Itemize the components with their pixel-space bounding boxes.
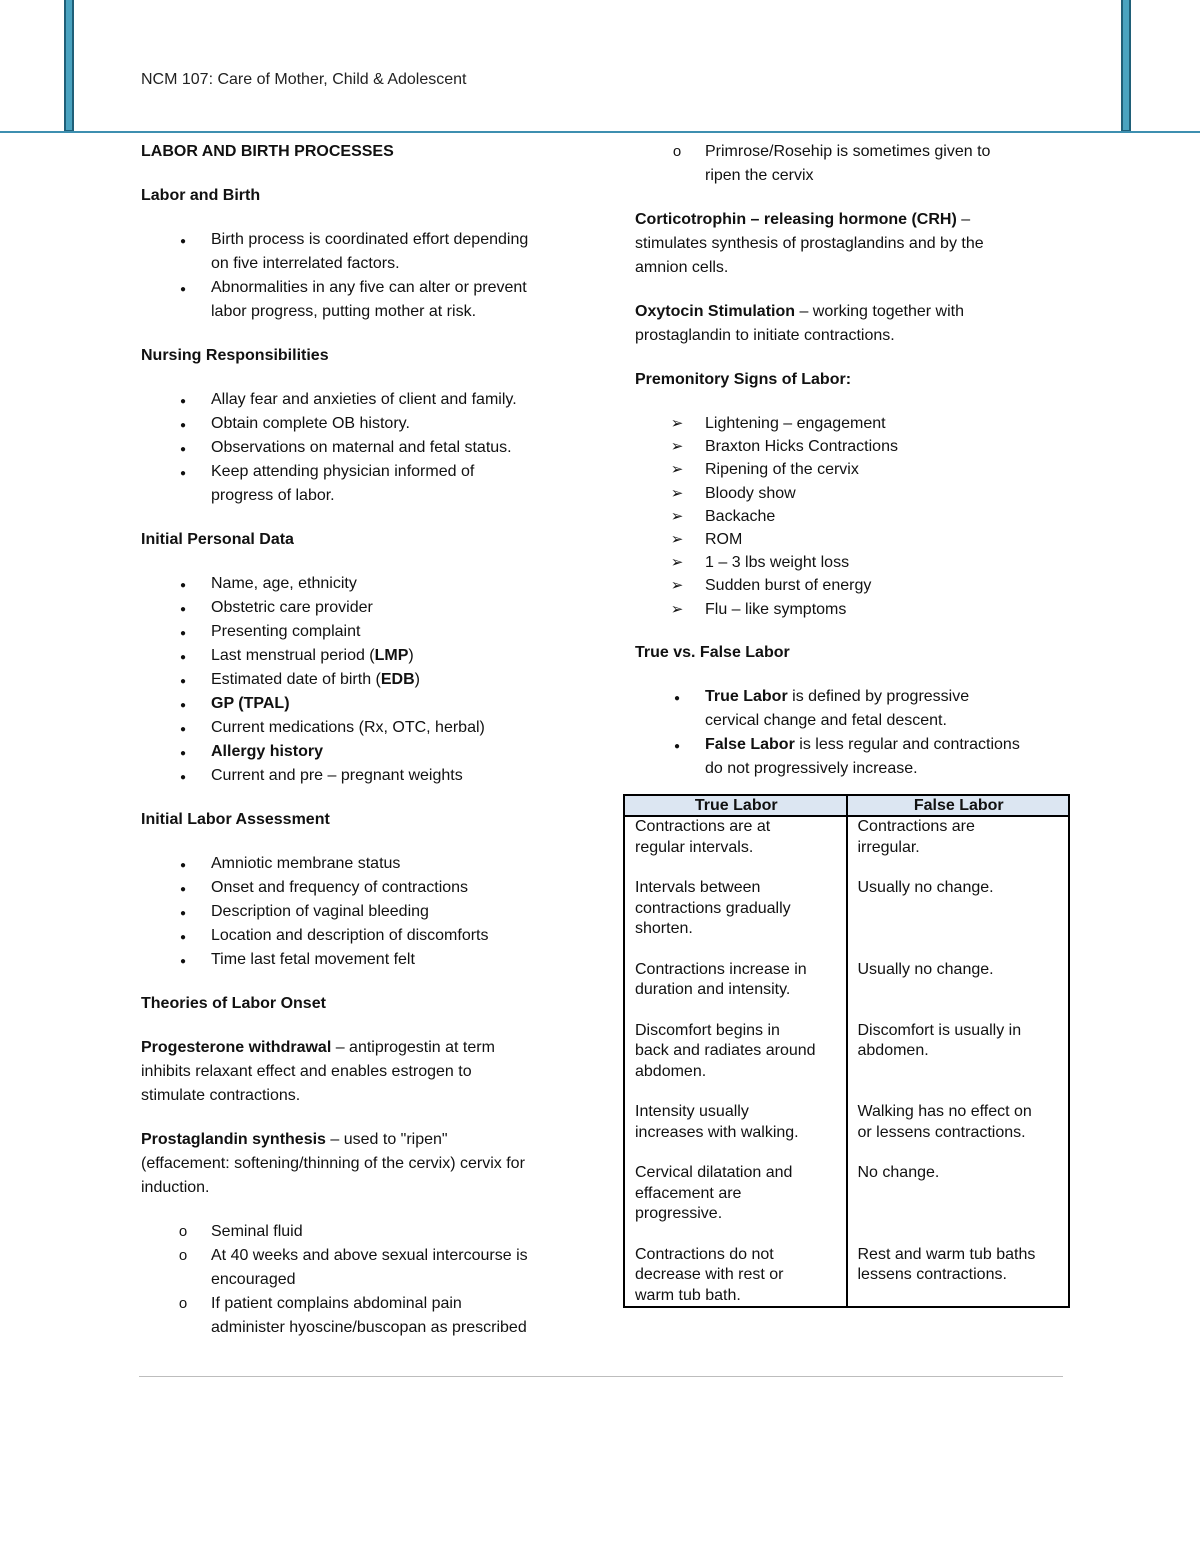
table-cell: Rest and warm tub baths lessens contractions. bbox=[847, 1245, 1070, 1308]
section-heading-labor-birth: Labor and Birth bbox=[141, 187, 261, 204]
section-heading-true-vs-false: True vs. False Labor bbox=[635, 643, 790, 661]
bullet-icon bbox=[173, 924, 193, 950]
table-cell: Contractions are irregular. bbox=[847, 816, 1070, 878]
list-item: o At 40 weeks and above sexual intercourse is encouraged bbox=[141, 1244, 581, 1292]
arrow-bullet-icon bbox=[667, 598, 687, 621]
column-header: False Labor bbox=[847, 795, 1070, 816]
true-false-list bbox=[635, 685, 1075, 781]
page-header-title: NCM 107: Care of Mother, Child & Adolescent bbox=[141, 71, 467, 88]
bullet-icon bbox=[173, 228, 193, 254]
bullet-icon bbox=[173, 900, 193, 926]
document-title: LABOR AND BIRTH PROCESSES bbox=[141, 143, 394, 160]
list-item: ● Keep attending physician informed of progress of labor. bbox=[141, 460, 581, 508]
personal-data-list bbox=[141, 572, 581, 788]
bullet-icon bbox=[173, 764, 193, 790]
list-item: ● Time last fetal movement felt bbox=[141, 948, 581, 972]
column-header: True Labor bbox=[624, 795, 847, 816]
arrow-bullet-icon bbox=[667, 458, 687, 481]
list-item: ➢ Braxton Hicks Contractions bbox=[635, 435, 1075, 458]
list-item: o Seminal fluid bbox=[141, 1220, 581, 1244]
list-item: ● Description of vaginal bleeding bbox=[141, 900, 581, 924]
section-heading-nursing: Nursing Responsibilities bbox=[141, 347, 329, 364]
section-heading-theories: Theories of Labor Onset bbox=[141, 995, 326, 1012]
list-item: ● Allay fear and anxieties of client and family. bbox=[141, 388, 581, 412]
list-item: ➢ Backache bbox=[635, 505, 1075, 528]
bullet-icon bbox=[173, 436, 193, 462]
bullet-icon bbox=[173, 460, 193, 486]
labor-assessment-list bbox=[141, 852, 581, 972]
table-row bbox=[624, 1245, 1069, 1308]
list-item: ➢ 1 – 3 lbs weight loss bbox=[635, 551, 1075, 574]
bullet-icon bbox=[173, 572, 193, 598]
list-item: ● Amniotic membrane status bbox=[141, 852, 581, 876]
section-heading-labor-assessment: Initial Labor Assessment bbox=[141, 811, 330, 828]
labor-birth-list bbox=[141, 228, 581, 324]
bullet-icon bbox=[173, 948, 193, 974]
list-item: ➢ ROM bbox=[635, 528, 1075, 551]
arrow-bullet-icon bbox=[667, 412, 687, 435]
circle-bullet-icon bbox=[173, 1220, 193, 1244]
table-cell: Walking has no effect on or lessens contractions. bbox=[847, 1102, 1070, 1163]
table-row bbox=[624, 816, 1069, 878]
arrow-bullet-icon bbox=[667, 505, 687, 528]
list-item: o If patient complains abdominal pain administer hyoscine/buscopan as prescribed bbox=[141, 1292, 581, 1340]
table-cell: Discomfort begins in back and radiates around abdomen. bbox=[624, 1021, 847, 1103]
header-accent-bar-left bbox=[64, 0, 74, 132]
table-cell: Contractions do not decrease with rest or warm tub bath. bbox=[624, 1245, 847, 1308]
circle-bullet-icon bbox=[667, 140, 687, 164]
primrose-sublist bbox=[635, 140, 1075, 188]
list-item: ● True Labor is defined by progressive cervical change and fetal descent. bbox=[635, 685, 1075, 733]
bullet-icon bbox=[173, 692, 193, 718]
bullet-icon bbox=[173, 276, 193, 302]
list-item: ● Obtain complete OB history. bbox=[141, 412, 581, 436]
arrow-bullet-icon bbox=[667, 551, 687, 574]
list-item: ● Current medications (Rx, OTC, herbal) bbox=[141, 716, 581, 740]
bullet-icon bbox=[667, 685, 687, 711]
list-item: ➢ Ripening of the cervix bbox=[635, 458, 1075, 481]
list-item: ● Name, age, ethnicity bbox=[141, 572, 581, 596]
list-item: ➢ Bloody show bbox=[635, 482, 1075, 505]
list-item: ● Last menstrual period (LMP) bbox=[141, 644, 581, 668]
table-row bbox=[624, 960, 1069, 1021]
true-false-labor-table bbox=[623, 794, 1070, 1308]
table-cell: Intensity usually increases with walking. bbox=[624, 1102, 847, 1163]
left-column bbox=[141, 140, 581, 1340]
section-heading-premonitory: Premonitory Signs of Labor: bbox=[635, 371, 852, 388]
list-item: ● False Labor is less regular and contractions do not progressively increase. bbox=[635, 733, 1075, 781]
table-cell: Contractions increase in duration and intensity. bbox=[624, 960, 847, 1021]
list-item: ● Presenting complaint bbox=[141, 620, 581, 644]
list-item: ● Birth process is coordinated effort depending on five interrelated factors. bbox=[141, 228, 581, 276]
header-divider bbox=[0, 131, 1200, 133]
oxytocin-paragraph: Oxytocin Stimulation – working together with prostaglandin to initiate contractions. bbox=[635, 303, 964, 344]
table-row bbox=[624, 878, 1069, 960]
list-item: ● Allergy history bbox=[141, 740, 581, 764]
list-item: ● GP (TPAL) bbox=[141, 692, 581, 716]
table-cell: Contractions are at regular intervals. bbox=[624, 816, 847, 878]
arrow-bullet-icon bbox=[667, 482, 687, 505]
bullet-icon bbox=[667, 733, 687, 759]
table-header-row bbox=[624, 795, 1069, 816]
table-row bbox=[624, 1163, 1069, 1245]
header-accent-bar-right bbox=[1121, 0, 1131, 132]
list-item: ● Observations on maternal and fetal status. bbox=[141, 436, 581, 460]
right-column bbox=[635, 140, 1075, 781]
section-heading-personal-data: Initial Personal Data bbox=[141, 531, 294, 548]
circle-bullet-icon bbox=[173, 1292, 193, 1316]
list-item: ● Current and pre – pregnant weights bbox=[141, 764, 581, 788]
bullet-icon bbox=[173, 716, 193, 742]
bullet-icon bbox=[173, 388, 193, 414]
list-item: o Primrose/Rosehip is sometimes given to ripen the cervix bbox=[635, 140, 1075, 188]
nursing-list bbox=[141, 388, 581, 508]
arrow-bullet-icon bbox=[667, 528, 687, 551]
prostaglandin-sublist bbox=[141, 1220, 581, 1340]
circle-bullet-icon bbox=[173, 1244, 193, 1268]
bullet-icon bbox=[173, 596, 193, 622]
table-cell: Usually no change. bbox=[847, 960, 1070, 1021]
list-item: ● Location and description of discomforts bbox=[141, 924, 581, 948]
table-cell: Intervals between contractions gradually shorten. bbox=[624, 878, 847, 960]
table-cell: No change. bbox=[847, 1163, 1070, 1245]
list-item: ➢ Sudden burst of energy bbox=[635, 574, 1075, 597]
table-cell: Cervical dilatation and effacement are progressive. bbox=[624, 1163, 847, 1245]
list-item: ➢ Lightening – engagement bbox=[635, 412, 1075, 435]
list-item: ● Estimated date of birth (EDB) bbox=[141, 668, 581, 692]
table-row bbox=[624, 1021, 1069, 1103]
bullet-icon bbox=[173, 876, 193, 902]
list-item: ● Obstetric care provider bbox=[141, 596, 581, 620]
table-cell: Usually no change. bbox=[847, 878, 1070, 960]
table-cell: Discomfort is usually in abdomen. bbox=[847, 1021, 1070, 1103]
bullet-icon bbox=[173, 668, 193, 694]
premonitory-list bbox=[635, 412, 1075, 621]
list-item: ➢ Flu – like symptoms bbox=[635, 598, 1075, 621]
list-item: ● Abnormalities in any five can alter or prevent labor progress, putting mother at risk. bbox=[141, 276, 581, 324]
table-row bbox=[624, 1102, 1069, 1163]
footer-divider bbox=[139, 1376, 1063, 1377]
bullet-icon bbox=[173, 412, 193, 438]
crh-paragraph: Corticotrophin – releasing hormone (CRH) – stimulates synthesis of prostaglandins and by the amnion cells. bbox=[635, 211, 984, 276]
bullet-icon bbox=[173, 644, 193, 670]
bullet-icon bbox=[173, 620, 193, 646]
list-item: ● Onset and frequency of contractions bbox=[141, 876, 581, 900]
prostaglandin-paragraph: Prostaglandin synthesis – used to "ripen" (effacement: softening/thinning of the cervix) cervix for induction. bbox=[141, 1131, 525, 1196]
progesterone-paragraph: Progesterone withdrawal – antiprogestin at term inhibits relaxant effect and enables estrogen to stimulate contractions. bbox=[141, 1039, 495, 1104]
arrow-bullet-icon bbox=[667, 435, 687, 458]
bullet-icon bbox=[173, 852, 193, 878]
arrow-bullet-icon bbox=[667, 574, 687, 597]
bullet-icon bbox=[173, 740, 193, 766]
